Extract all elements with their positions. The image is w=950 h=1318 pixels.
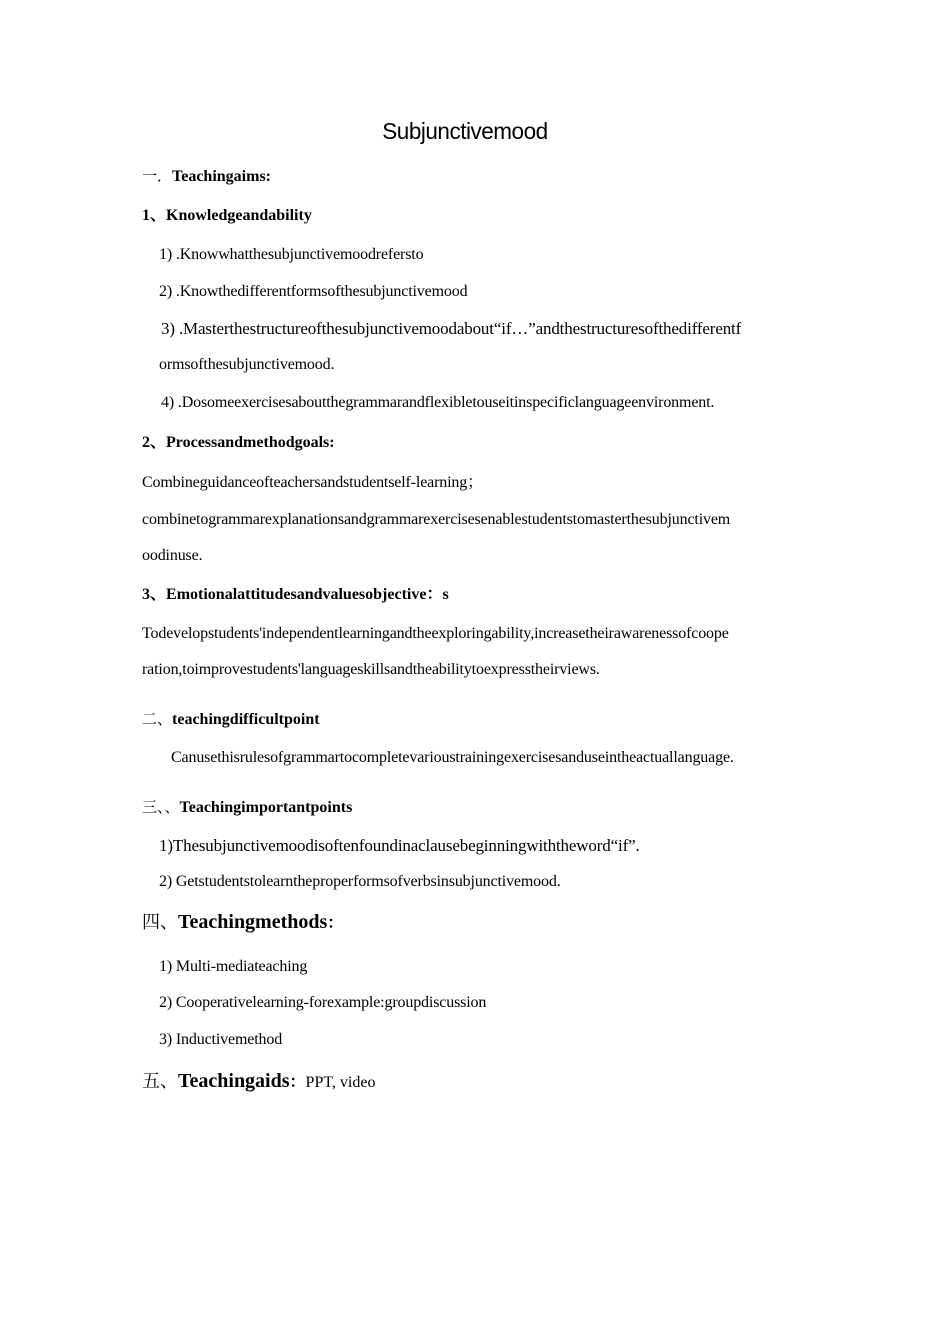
subheading-emotional <box>142 585 449 605</box>
list-item: 1)Thesubjunctivemoodisoftenfoundinaclausebeginningwiththeword“if”. <box>159 836 640 855</box>
section-title: teachingdifficultpoint <box>172 711 320 728</box>
section-marker: 四、 <box>142 912 178 933</box>
section-title: Teachingmethods <box>178 911 328 933</box>
section-heading-important-points <box>142 797 352 818</box>
subheading-suffix: ：s <box>426 586 449 603</box>
section-heading-teaching-methods <box>142 909 343 937</box>
section-marker: 三、、 <box>142 798 180 816</box>
section-suffix: ： <box>327 915 344 932</box>
subheading-marker: 2、 <box>142 434 167 451</box>
list-item: 1) Multi-mediateaching <box>159 958 308 975</box>
subheading-process <box>142 433 335 453</box>
list-item: 1) .Knowwhatthesubjunctivemoodrefersto <box>159 246 424 263</box>
subheading-title: Knowledgeandability <box>166 207 312 224</box>
list-item: 2) Cooperativelearning-forexample:groupdiscussion <box>159 994 487 1011</box>
subheading-title: Processandmethodgoals: <box>166 434 335 451</box>
section-marker: 五、 <box>142 1071 178 1092</box>
list-item: 2) .Knowthedifferentformsofthesubjunctivemood <box>159 283 468 300</box>
section-heading-difficult-point <box>142 709 320 730</box>
section-suffix: ： <box>289 1074 306 1091</box>
subheading-title: Emotionalattitudesandvaluesobjective <box>166 586 427 603</box>
section-title: Teachingaims: <box>172 168 271 185</box>
paragraph-line: Todevelopstudents'independentlearningandtheexploringability,increasetheirawarenessofcoope <box>142 625 729 642</box>
paragraph-line: ration,toimprovestudents'languageskillsandtheabilitytoexpresstheirviews. <box>142 661 600 678</box>
list-item: 3) .Masterthestructureofthesubjunctivemoodabout“if…”andthestructuresofthedifferentf <box>161 319 742 338</box>
paragraph-line: Canusethisrulesofgrammartocompletevarioustrainingexercisesanduseintheactuallanguage. <box>171 749 734 766</box>
teaching-aids-value: PPT, video <box>305 1074 376 1091</box>
paragraph-line: oodinuse. <box>142 547 203 564</box>
section-title: Teachingaids <box>178 1070 290 1092</box>
document-title: Subjunctivemood <box>382 118 548 144</box>
list-item: 3) Inductivemethod <box>159 1031 283 1048</box>
section-marker: 一． <box>142 167 173 185</box>
section-title: Teachingimportantpoints <box>179 799 353 816</box>
paragraph-line: combinetogrammarexplanationsandgrammarexercisesenablestudentstomasterthesubjunctivem <box>142 511 731 528</box>
section-marker: 二、 <box>142 710 173 728</box>
list-item-continuation: ormsofthesubjunctivemood. <box>159 356 335 373</box>
section-heading-teaching-aids <box>142 1068 375 1096</box>
section-heading-teaching-aims <box>142 166 271 187</box>
subheading-marker: 3、 <box>142 586 167 603</box>
list-item: 4) .Dosomeexercisesaboutthegrammarandflexibletouseitinspecificlanguageenvironment. <box>161 394 715 411</box>
subheading-knowledge <box>142 206 312 226</box>
list-item: 2) Getstudentstolearntheproperformsofverbsinsubjunctivemood. <box>159 873 561 890</box>
subheading-marker: 1、 <box>142 207 167 224</box>
paragraph-line: Combineguidanceofteachersandstudentself-learning； <box>142 474 483 491</box>
